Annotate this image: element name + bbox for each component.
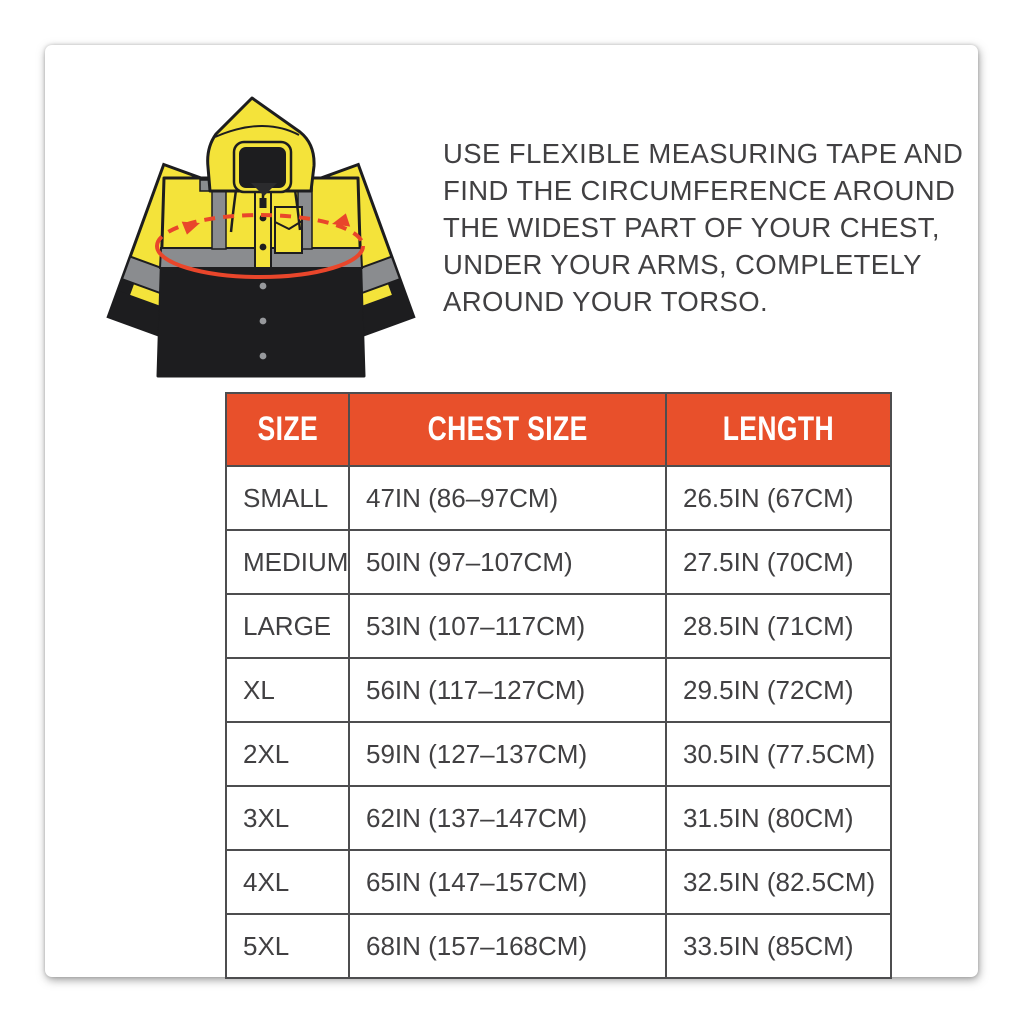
- cell-length: 29.5IN (72CM): [666, 658, 891, 722]
- cell-size: XL: [226, 658, 349, 722]
- cell-size: 3XL: [226, 786, 349, 850]
- column-header-chest-size: [349, 393, 666, 466]
- instruction-line: AROUND YOUR TORSO.: [443, 286, 769, 317]
- cell-chest: 59IN (127–137CM): [349, 722, 666, 786]
- column-header-length-label: LENGTH: [722, 410, 835, 448]
- cell-size: 5XL: [226, 914, 349, 978]
- column-header-size-label: SIZE: [257, 410, 318, 448]
- column-header-chest-size-label: CHEST SIZE: [427, 410, 588, 448]
- table-row-large: [226, 594, 891, 658]
- instruction-line: THE WIDEST PART OF YOUR CHEST,: [443, 212, 940, 243]
- cell-chest: 65IN (147–157CM): [349, 850, 666, 914]
- table-row-2xl: [226, 722, 891, 786]
- size-guide-card: [45, 45, 978, 977]
- table-row-xl: [226, 658, 891, 722]
- column-header-length: [666, 393, 891, 466]
- cell-length: 26.5IN (67CM): [666, 466, 891, 530]
- table-header-row: [226, 393, 891, 466]
- table-row-medium: [226, 530, 891, 594]
- cell-length: 30.5IN (77.5CM): [666, 722, 891, 786]
- cell-size: 2XL: [226, 722, 349, 786]
- cell-chest: 62IN (137–147CM): [349, 786, 666, 850]
- measuring-instructions: [443, 135, 1008, 320]
- cell-size: 4XL: [226, 850, 349, 914]
- table-row-4xl: [226, 850, 891, 914]
- cell-chest: 53IN (107–117CM): [349, 594, 666, 658]
- cell-length: 31.5IN (80CM): [666, 786, 891, 850]
- cell-chest: 50IN (97–107CM): [349, 530, 666, 594]
- cell-length: 27.5IN (70CM): [666, 530, 891, 594]
- cell-size: LARGE: [226, 594, 349, 658]
- table-row-5xl: [226, 914, 891, 978]
- cell-size: MEDIUM: [226, 530, 349, 594]
- column-header-size: [226, 393, 349, 466]
- cell-chest: 68IN (157–168CM): [349, 914, 666, 978]
- instruction-line: UNDER YOUR ARMS, COMPLETELY: [443, 249, 922, 280]
- cell-length: 33.5IN (85CM): [666, 914, 891, 978]
- cell-chest: 47IN (86–97CM): [349, 466, 666, 530]
- jacket-hood: [208, 98, 314, 196]
- jacket-illustration: [92, 90, 428, 386]
- instruction-line: USE FLEXIBLE MEASURING TAPE AND: [443, 138, 964, 169]
- table-row-small: [226, 466, 891, 530]
- cell-chest: 56IN (117–127CM): [349, 658, 666, 722]
- cell-size: SMALL: [226, 466, 349, 530]
- cell-length: 28.5IN (71CM): [666, 594, 891, 658]
- table-row-3xl: [226, 786, 891, 850]
- cell-length: 32.5IN (82.5CM): [666, 850, 891, 914]
- size-chart-table: [225, 392, 892, 979]
- instruction-line: FIND THE CIRCUMFERENCE AROUND: [443, 175, 956, 206]
